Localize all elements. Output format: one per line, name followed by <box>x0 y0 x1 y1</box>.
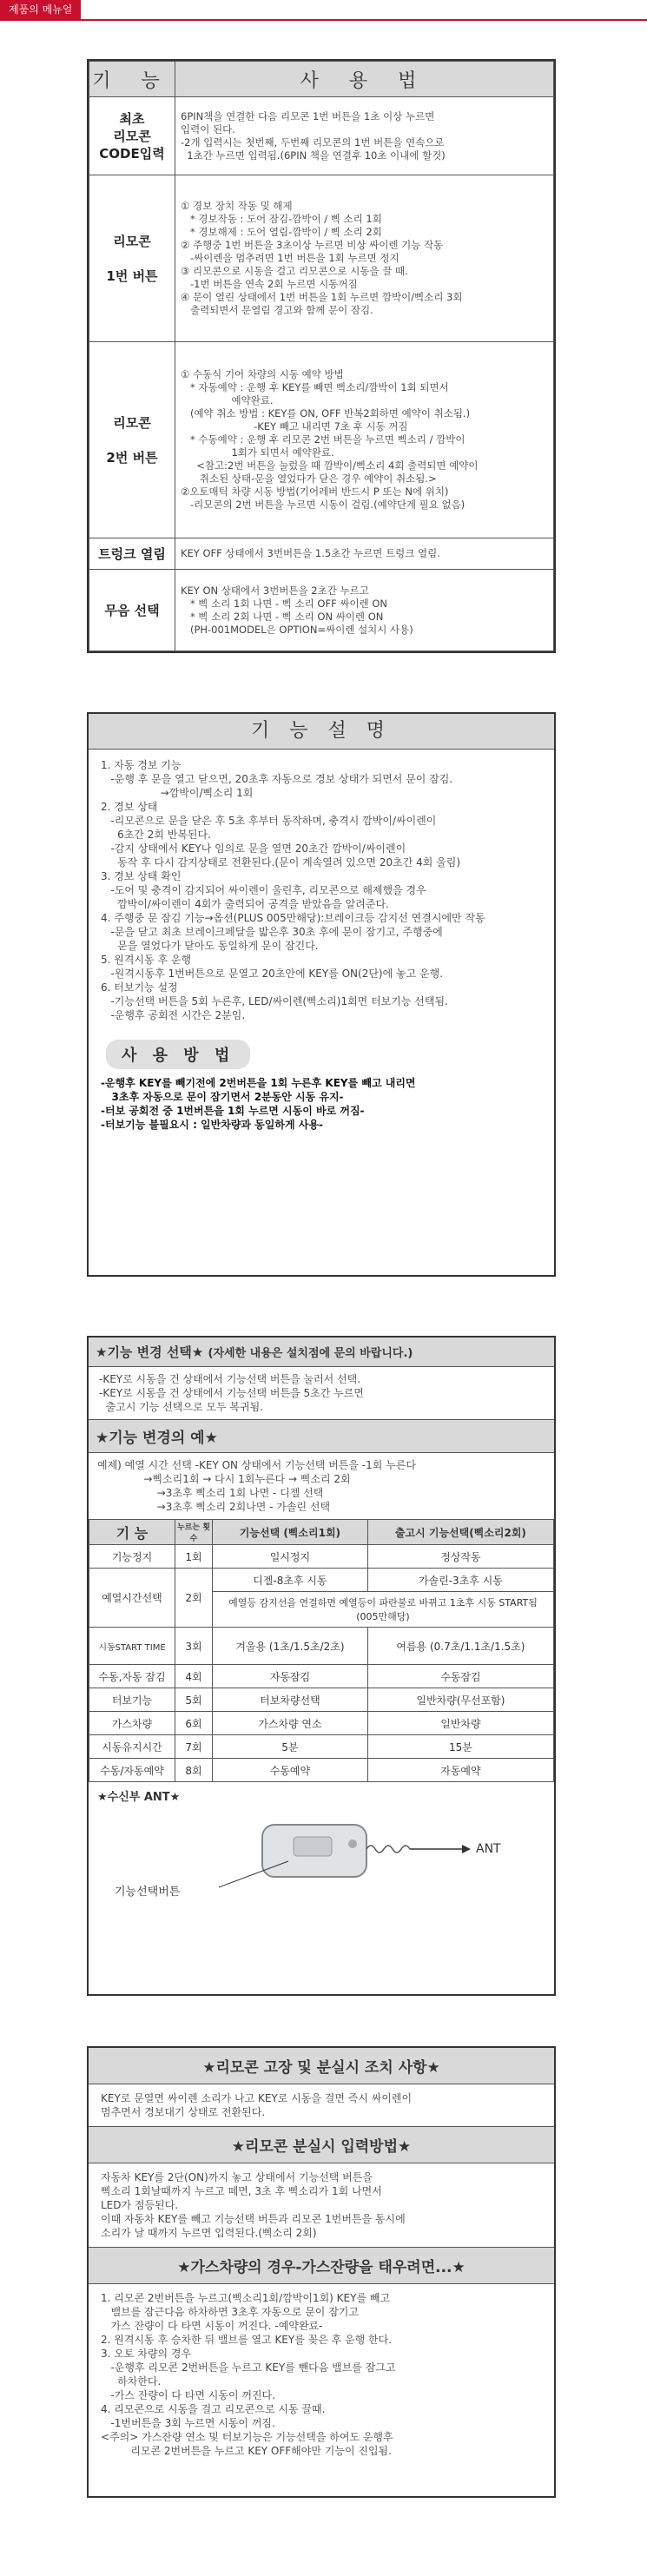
button-label: 기능선택버튼 <box>115 1886 181 1899</box>
description-title: 기 능 설 명 <box>89 714 554 750</box>
example-title: ★기능 변경의 예★ <box>89 1419 554 1453</box>
function-description-section <box>87 712 556 1277</box>
ant-title: ★수신부 ANT★ <box>97 1791 181 1804</box>
row-label: 리모콘 2번 버튼 <box>89 342 175 538</box>
table-row <box>89 342 554 538</box>
manual-tag: 제품의 메뉴얼 <box>0 0 81 19</box>
table-row <box>89 538 554 570</box>
row-content: ① 수동식 기어 차량의 시동 예약 방법 * 자동예약 : 운행 후 KEY를 빼면 삑소리/깜박이 1회 되면서 예약완료. (예약 취소 방법 : KEY를 ON, OFF 반복2회하면 예약이 취소됨.) -KEY 빼고 내리면 7초 후 시동 꺼짐 * 수동예약 : 운행 후 리모콘 2번 버튼을 누르면 삑소리 / 깜박이 1회가 되면서 예약완료. <참고:2번 버튼을 눌렀을 때 깜박이/삑소리 4회 출력되면 예약이 취소된 상태-문을 열었다가 닫은 경우 예약이 취소됨.> ②오토매틱 차량 시동 방법(기어레버 반드시 P 또는 N에 위치) -리모콘의 2번 버튼을 누르면 시동이 걸림.(예약단계 필요 없음) <box>175 342 554 538</box>
table-row: 예열시간선택 2회 디젤-8초후 시동 가솔린-3초후 시동 <box>89 1569 554 1592</box>
table-row: 시동START TIME 3회 겨울용 (1초/1.5초/2초) 여름용 (0.7초/1.1초/1.5초) <box>89 1628 554 1665</box>
description-body: 1. 자동 경보 기능 -운행 후 문을 열고 닫으면, 20초후 자동으로 경보 상태가 되면서 문이 잠김. →깜박이/삑소리 1회 2. 경보 상태 -리모콘으로 문을 닫은 후 5초 후부터 동작하며, 충격시 깜박이/싸이렌이 6초간 2회 반복된다. -감지 상태에서 KEY나 임의로 문을 열면 20초간 깜박이/싸이렌이 동작 후 다시 감지상태로 전환된다.(문이 계속열려 있으면 20초간 4회 울림) 3. 경보 상태 확인 -도어 및 충격이 감지되어 싸이렌이 울린후, 리모콘으로 해제했을 경우 깜박이/싸이렌이 4회가 출력되어 공격을 받았음을 알려준다. 4. 주행중 문 잠김 기능→옵션(PLUS 005만해당):브레이크등 감지선 연결시에만 작동 -문을 닫고 최초 브레이크페달을 밟은후 30초 후에 문이 잠기고, 주행중에 문을 열었다가 닫아도 동일하게 문이 잠긴다. 5. 원격시동 후 운행 -원격시동후 1번버튼으로 문열고 20초안에 KEY를 ON(2단)에 놓고 운행. 6. 터보기능 설정 -기능선택 버튼을 5회 누른후, LED/싸이렌(삑소리)1회면 터보기능 선택됨. -운행후 공회전 시간은 2분임. <box>101 759 485 1021</box>
table-row: 수동/자동예약 8회 수동예약 자동예약 <box>89 1759 554 1782</box>
col-usage: 사 용 법 <box>175 62 554 97</box>
loss-body: KEY로 문열면 싸이렌 소리가 나고 KEY로 시동을 걸면 즉시 싸이렌이 멈추면서 경보대기 상태로 전환된다. <box>101 2092 413 2118</box>
input-method-body: 자동차 KEY를 2단(ON)까지 놓고 상태에서 기능선택 버튼을 삑소리 1회날때까지 누르고 떼면, 3초 후 삑소리가 1회 나면서 LED가 점등된다. 이때 자동차 KEY를 빼고 기능선택 버튼과 리모콘 1번버튼을 동시에 소리가 날 때까지 누르면 입력된다.(삑소리 2회) <box>101 2171 406 2239</box>
table-row <box>89 570 554 651</box>
row-label: 최초 리모콘 CODE입력 <box>89 97 175 175</box>
table-row: 기능정지 1회 일시정지 정상작동 <box>89 1545 554 1569</box>
col-default: 출고시 기능선택(삑소리2회) <box>367 1520 553 1545</box>
col-press-count: 누르는 횟수 <box>175 1520 213 1545</box>
change-title: ★기능 변경 선택★ (자세한 내용은 설치점에 문의 바랍니다.) <box>89 1338 554 1367</box>
row-content: KEY OFF 상태에서 3번버튼을 1.5초간 누르면 트렁크 열림. <box>175 538 554 570</box>
input-method-title: ★리모콘 분실시 입력방법★ <box>89 2126 554 2163</box>
col-function: 기 능 <box>89 1520 175 1545</box>
table-row: 터보기능 5회 터보차량선택 일반차량(무선포함) <box>89 1688 554 1712</box>
row-content: ① 경보 장치 작동 및 해제 * 경보작동 : 도어 잠김-깜박이 / 삑 소리 1회 * 경보해제 : 도어 열림-깜박이 / 삑 소리 2회 ② 주행중 1번 버튼을 3초이상 누르면 비상 싸이렌 기능 작동 -싸이렌을 멈추려면 1번 버튼을 1회 누르면 정지 ③ 리모콘으로 시동을 걸고 리모콘으로 시동을 끌 때. -1번 버튼을 연속 2회 누르면 시동꺼짐 ④ 문이 열린 상태에서 1번 버튼을 1회 누르면 깜박이/삑소리 3회 출력되면서 문열림 경고와 함께 문이 잠김. <box>175 175 554 342</box>
loss-title: ★리모콘 고장 및 분실시 조치 사항★ <box>89 2048 554 2084</box>
table-row: 가스차량 6회 가스차량 연소 일반차량 <box>89 1712 554 1735</box>
col-function: 기 능 <box>89 62 175 97</box>
table-row <box>89 97 554 175</box>
row-label: 트렁크 열림 <box>89 538 175 570</box>
tag-underline <box>0 19 647 21</box>
usage-subtitle: 사 용 방 법 <box>106 1040 250 1069</box>
row-label: 무음 선택 <box>89 570 175 651</box>
gas-body: 1. 리모콘 2번버튼을 누르고(삑소리1회/깜박이1회) KEY를 빼고 밸브를 잠근다음 하차하면 3초후 자동으로 문이 잠기고 가스 잔량이 다 타면 시동이 꺼진다. -예약완료- 2. 원격시동 후 승차한 뒤 밸브를 열고 KEY를 꽂은 후 운행 한다. 3. 오토 차량의 경우 -운행후 리모콘 2번버튼을 누르고 KEY를 뺀다음 밸브를 잠그고 하차한다. -가스 잔량이 다 타면 시동이 꺼진다. 4. 리모콘으로 시동을 걸고 리모콘으로 시동 끌때. -1번버튼을 3회 누르면 시동이 꺼짐. <주의> 가스잔량 연소 및 터보기능은 기능선택을 하여도 운행후 리모콘 2번버튼을 누르고 KEY OFF해야만 기능이 진입됨. <box>101 2292 396 2457</box>
function-change-section <box>87 1336 556 1996</box>
function-table-section <box>87 59 556 653</box>
table-row: 예열등 감지선을 연결하면 예열등이 파란불로 바뀌고 1초후 시동 START됨(005만해당) <box>89 1592 554 1628</box>
row-content: 6PIN책을 연결한 다음 리모콘 1번 버튼을 1초 이상 누르면 입력이 된다. -2개 입력시는 첫번째, 두번째 리모콘의 1번 버튼을 연속으로 1초간 누르면 입력됨.(6PIN 책을 연결후 10초 이내에 할것) <box>175 97 554 175</box>
gas-title: ★가스차량의 경우-가스잔량을 태우려면...★ <box>89 2247 554 2284</box>
receiver-figure <box>89 1809 554 1905</box>
function-table <box>89 61 554 651</box>
change-body: -KEY로 시동을 건 상태에서 기능선택 버튼을 눌러서 선택. -KEY로 시동을 건 상태에서 기능선택 버튼을 5초간 누르면 출고시 기능 선택으로 모두 복귀됨. <box>99 1373 364 1413</box>
usage-notes: -운행후 KEY를 빼기전에 2번버튼을 1회 누른후 KEY를 빼고 내리면 3초후 자동으로 문이 잠기면서 2분동안 시동 유지- -터보 공회전 중 1번버튼을 1회 누르면 시동이 바로 꺼짐- -터보기능 불필요시 : 일반차량과 동일하게 사용- <box>101 1077 416 1131</box>
example-body: 예제) 예열 시간 선택 -KEY ON 상태에서 기능선택 버튼을 -1회 누른다 →삑소리1회 → 다시 1회누른다 → 삑소리 2회 →3초후 삑소리 1회 나면 - 디젤 선택 →3초후 삑소리 2회나면 - 가솔린 선택 <box>97 1459 416 1513</box>
table-row: 시동유지시간 7회 5분 15분 <box>89 1735 554 1759</box>
table-row <box>89 175 554 342</box>
row-label: 리모콘 1번 버튼 <box>89 175 175 342</box>
row-content: KEY ON 상태에서 3번버튼을 2초간 누르고 * 삑 소리 1회 나면 - 삑 소리 OFF 싸이렌 ON * 삑 소리 2회 나면 - 삑 소리 ON 싸이렌 ON (PH-001MODEL은 OPTION=싸이렌 설치시 사용) <box>175 570 554 651</box>
table-row: 수동,자동 잠김 4회 자동잠김 수동잠김 <box>89 1665 554 1688</box>
remote-loss-section <box>87 2046 556 2498</box>
function-change-table <box>89 1519 554 1782</box>
ant-label: ANT <box>476 1842 501 1856</box>
col-select: 기능선택 (삑소리1회) <box>213 1520 368 1545</box>
